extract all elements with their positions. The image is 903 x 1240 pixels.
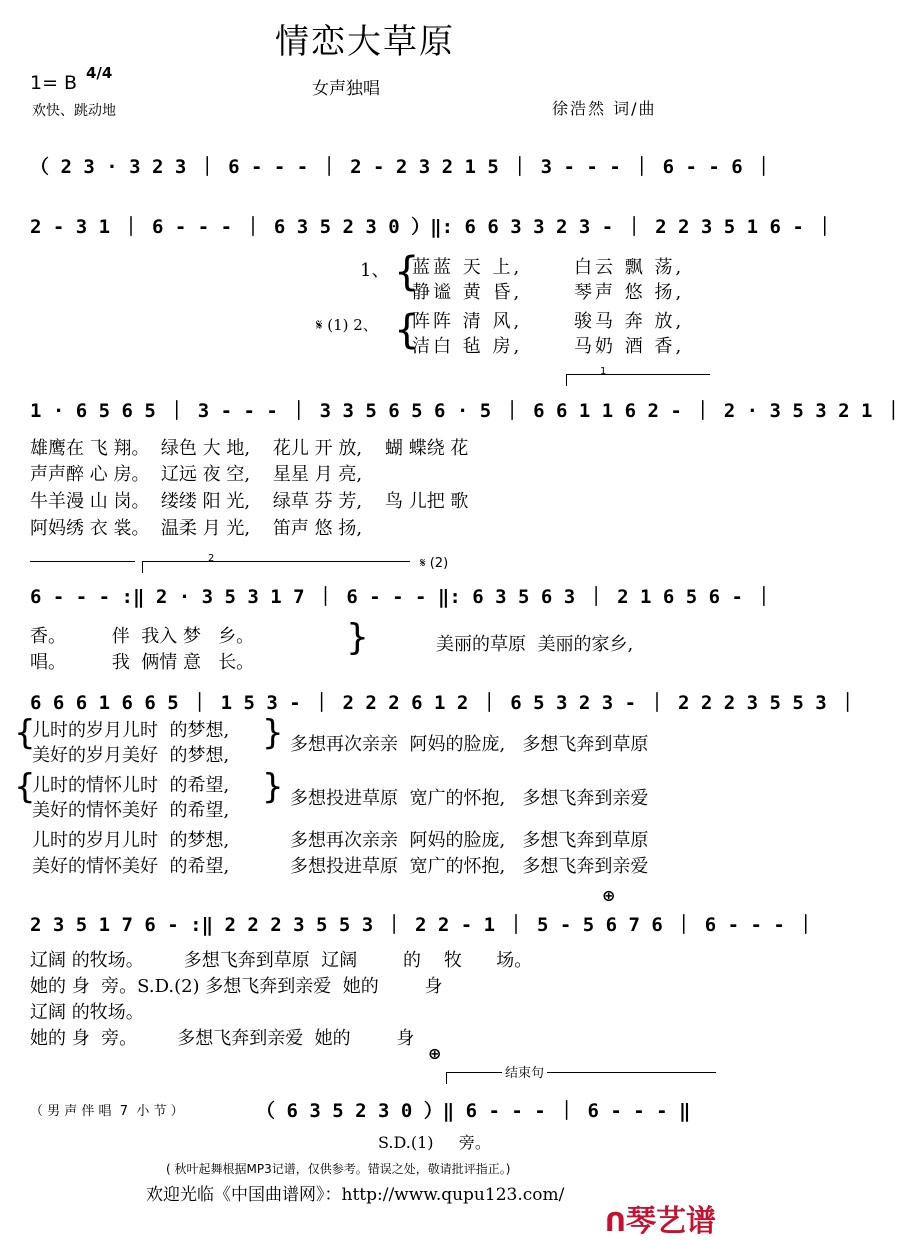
page-title: 情恋大草原 [275,22,455,62]
segno-2-mark: 𝄋 (2) [420,556,449,571]
verse-number-1: 1、 [360,260,390,281]
logo-mark-icon: ᑎ [604,1208,626,1238]
volta-2-bracket-tick [142,561,143,573]
sd1-label: S.D.(1) 旁。 [378,1133,491,1152]
music-system-5: 6 6 6 1 6 6 5 ｜ 1 5 3 - ｜ 2 2 2 6 1 2 ｜ 6 5 3 2 3 - ｜ 2 2 2 3 5 5 3 ｜ [30,692,858,714]
lyric-block-m3: 牛羊漫 山 岗。 缕缕 阳 光, 绿草 芬 芳, 鸟 儿把 歌 [30,491,469,512]
lyric-block-q2: 多想投进草原 宽广的怀抱, 多想飞奔到亲爱 [290,788,649,809]
lyric-block-r4: 她的 身 旁。 多想飞奔到亲爱 她的 身 [30,1028,415,1049]
lyric-block-m4: 阿妈绣 衣 裳。 温柔 月 光, 笛声 悠 扬, [30,518,363,539]
lyric-block-p5: 儿时的岁月儿时 的梦想, [32,830,230,851]
key-signature: 1= B [30,72,78,94]
brace-verse-2: { [394,307,420,353]
logo-text: 琴艺谱 [626,1204,716,1239]
lyric-line-3a: 阵阵 清 风, [412,311,523,332]
voice-label: 女声独唱 [312,79,380,99]
lyric-block-q4: 多想投进草原 宽广的怀抱, 多想飞奔到亲爱 [290,856,649,877]
music-system-2: 2 - 3 1 ｜ 6 - - - ｜ 6 3 5 2 3 0 ）‖: 6 6 3 3 2 3 - ｜ 2 2 3 5 1 6 - ｜ [30,216,835,238]
coda-mark-1: ⊕ [602,886,616,905]
lyric-line-4a: 洁白 毡 房, [412,336,523,357]
footer-note: ( 秋叶起舞根据MP3记谱，仅供参考。错误之处，敬请批评指正。) [166,1162,511,1176]
lyric-refrain-right: 美丽的草原 美丽的家乡, [436,634,634,655]
end-label: 结束句 [502,1062,547,1081]
lyric-line-1b: 白云 飘 荡, [574,257,685,278]
music-system-6: 2 3 5 1 7 6 - :‖ 2 2 2 3 5 5 3 ｜ 2 2 - 1 ｜ 5 - 5 6 7 6 ｜ 6 - - - ｜ [30,914,816,936]
lyric-block-p3: 儿时的情怀儿时 的希望, [32,775,230,796]
coda-mark-2: ⊕ [428,1044,442,1063]
footer-welcome-link[interactable]: 欢迎光临《中国曲谱网》：http://www.qupu123.com/ [146,1185,565,1205]
music-system-7: （ 6 3 5 2 3 0 ）‖ 6 - - - ｜ 6 - - - ‖ [256,1100,691,1122]
volta-2-bracket [142,561,410,562]
volta-1-bracket [566,374,710,375]
lyric-block-p2: 美好的岁月美好 的梦想, [32,745,230,766]
credit: 徐浩然 词/曲 [552,99,657,118]
lyric-line-1a: 蓝蓝 天 上, [412,257,523,278]
volta-2-label: 2 [208,553,215,564]
lyric-line-4b: 马奶 酒 香, [574,336,685,357]
music-system-4: 6 - - - :‖ 2 · 3 5 3 1 7 ｜ 6 - - - ‖: 6 3 5 6 3 ｜ 2 1 6 5 6 - ｜ [30,586,774,608]
music-system-1: （ 2 3 · 3 2 3 ｜ 6 - - - ｜ 2 - 2 3 2 1 5 ｜ 3 - - - ｜ 6 - - 6 ｜ [30,156,774,178]
lyric-block-r1: 辽阔 的牧场。 多想飞奔到草原 辽阔 的 牧 场。 [30,950,533,971]
lyric-block-n1: 香。 伴 我入 梦 乡。 [30,626,255,647]
end-bracket [446,1072,716,1073]
brace-p-left-1: { [14,713,36,753]
lyric-block-m2: 声声醉 心 房。 辽远 夜 空, 星星 月 亮, [30,464,363,485]
brand-logo [605,1196,716,1240]
volta-1-bracket-tick [566,374,567,386]
brace-closing: } [346,617,369,658]
brace-p-left-2: { [14,767,36,807]
tempo-marking: 欢快、跳动地 [32,103,116,119]
verse-number-2: 𝄋 (1) 2、 [316,316,378,334]
male-part-label: （ 男 声 伴 唱 7 小 节 ） [30,1104,184,1119]
volta-1-label: 1 [600,366,607,377]
lyric-block-r3: 辽阔 的牧场。 [30,1002,144,1023]
end-bracket-tick [446,1072,447,1084]
time-signature: 4/4 [86,64,113,82]
lyric-block-r2: 她的 身 旁。S.D.(2) 多想飞奔到亲爱 她的 身 [30,976,443,997]
lyric-line-3b: 骏马 奔 放, [574,311,685,332]
brace-p-right-2: } [262,767,284,807]
lyric-block-p4: 美好的情怀美好 的希望, [32,800,230,821]
lyric-block-p6: 美好的情怀美好 的希望, [32,856,230,877]
lyric-block-m1: 雄鹰在 飞 翔。 绿色 大 地, 花儿 开 放, 蝴 蝶绕 花 [30,438,469,459]
lyric-line-2a: 静谧 黄 昏, [412,282,523,303]
lyric-block-n2: 唱。 我 俩情 意 长。 [30,652,255,673]
lyric-block-q1: 多想再次亲亲 阿妈的脸庞, 多想飞奔到草原 [290,734,649,755]
brace-p-right-1: } [262,713,284,753]
brace-verse-1: { [394,249,420,295]
music-system-3: 1 · 6 5 6 5 ｜ 3 - - - ｜ 3 3 5 6 5 6 · 5 ｜ 6 6 1 1 6 2 - ｜ 2 · 3 5 3 2 1 ｜ [30,400,903,422]
lyric-line-2b: 琴声 悠 扬, [574,282,685,303]
lyric-block-p1: 儿时的岁月儿时 的梦想, [32,720,230,741]
volta-1-continue [30,561,135,562]
lyric-block-q3: 多想再次亲亲 阿妈的脸庞, 多想飞奔到草原 [290,830,649,851]
